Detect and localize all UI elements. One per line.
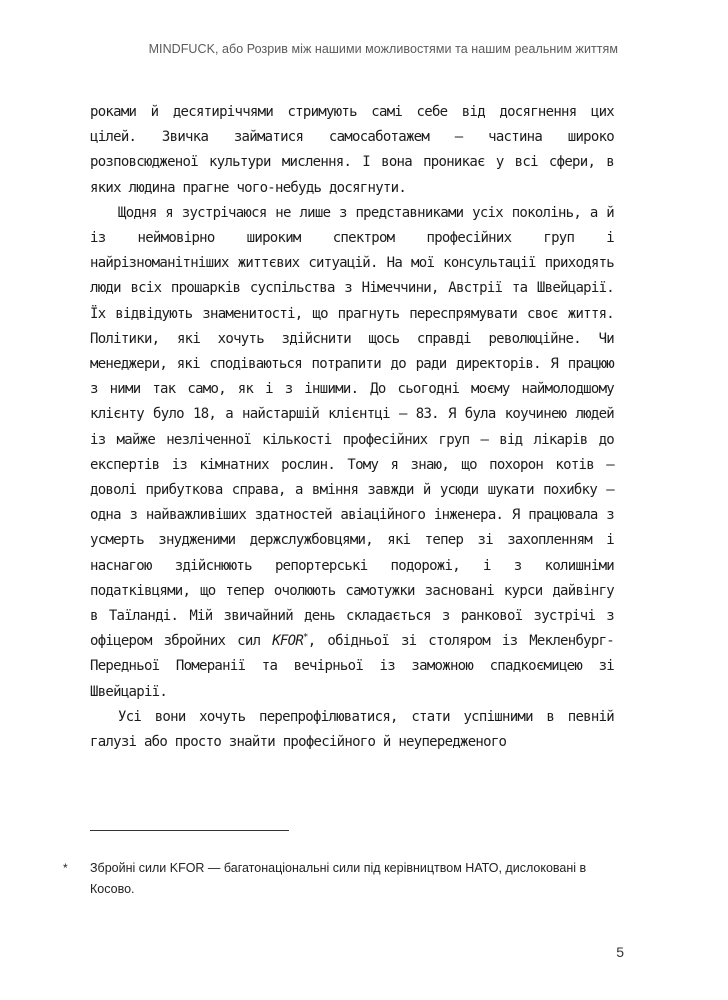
paragraph-1: роками й десятиріччями стримують самі себе від досягнення цих цілей. Звичка займатися самосаботажем — частина широко розповсюдженої культури мислення. І вона проникає у всі сфери, в яких людина прагне чого-небудь досягнути. [90,104,614,196]
paragraph-2 [90,201,614,705]
footnote-marker: * [63,861,68,875]
main-text [90,100,614,755]
footnote-divider [90,830,289,831]
footnote [63,858,620,899]
running-header: MINDFUCK, або Розрив між нашими можливостями та нашим реальним життям [148,42,618,56]
paragraph-3: Усі вони хочуть перепрофілюватися, стати успішними в певній галузі або просто знайти професійного й неупередженого [90,708,614,751]
paragraph-2-text: Щодня я зустрічаюся не лише з представниками усіх поколінь, а й із неймовірно широким спектром професійних груп і найрізноманітніших життєвих ситуацій. На мої консультації приходять люди всіх прошарків суспільства з Німеччини, Австрії та Швейцарії. Їх відвідують знаменитості, що прагнуть переспрямувати своє життя. Політики, які хочуть здійснити щось справді революційне. Чи менеджери, які сподіваються потрапити до ради директорів. Я працюю з ними так само, як і з іншими. До сьогодні моєму наймолодшому клієнту було 18, а найстаршій клієнтці — 83. Я була коучинею людей із майже незліченної кількості професійних груп — від лікарів до експертів із кімнатних рослин. Тому я знаю, що похорон котів — доволі прибуткова справа, а вміння завжди й усюди шукати похибку — одна з найважливіших здатностей авіаційного інженера. Я працювала з усмерть знудженими держслужбовцями, які тепер зі захопленням і наснагою здійснюють репортерські подорожі, і з колишніми податківцями, що тепер очолюють самотужки засновані курси дайвінгу в Таїланді. Мій звичайний день складається з ранкової зустрічі з офіцером збройних сил [90,204,614,650]
kfor-emphasis: KFOR [272,633,304,650]
paragraph-2-tail: , обідньої зі столяром із Мекленбург-Передньої Померанії та вечірньої із заможною спадкоємицею зі Швейцарії. [90,633,614,700]
footnote-reference: * [303,632,308,643]
page-number: 5 [616,944,624,960]
footnote-text: Збройні сили KFOR — багатонаціональні сили під керівництвом НАТО, дислоковані в Косово. [90,861,587,896]
